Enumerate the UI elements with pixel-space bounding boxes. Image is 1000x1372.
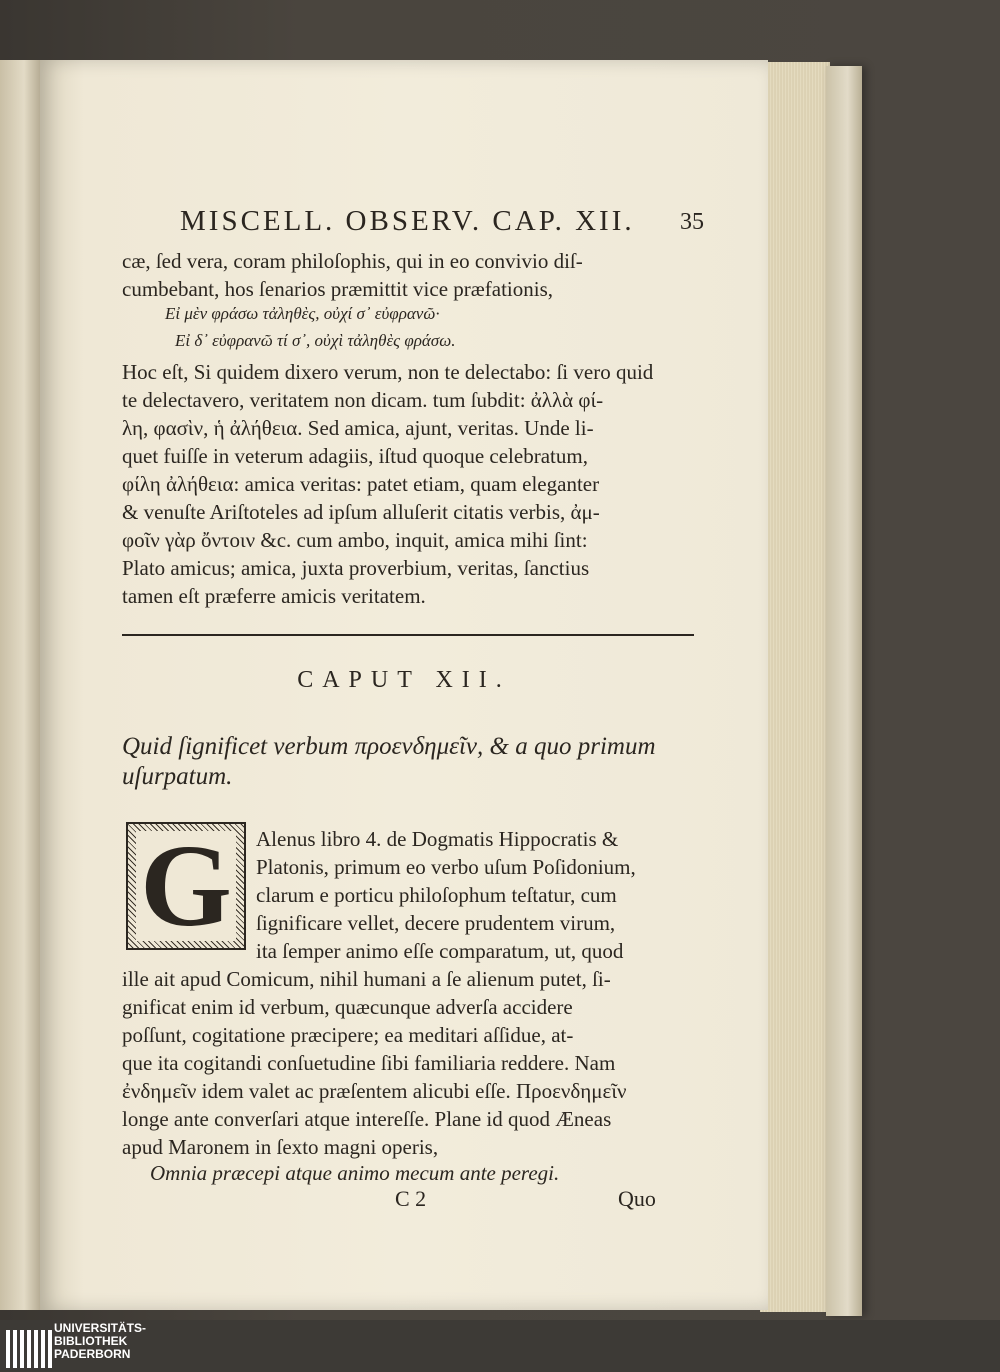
logo-line: PADERBORN <box>54 1347 131 1361</box>
book-page <box>40 60 768 1310</box>
text-line: ἐνδημεῖν idem valet ac præſentem alicubi eſſe. Προενδημεῖν <box>122 1079 627 1103</box>
text-line: φοῖν γὰρ ὄντοιν &c. cum ambo, inquit, amica mihi ſint: <box>122 528 588 552</box>
text-line: & venuſte Ariſtoteles ad ipſum alluſerit citatis verbis, ἀμ- <box>122 500 600 524</box>
footer-bar <box>0 1320 1000 1372</box>
text-line: tamen eſt præferre amicis veritatem. <box>122 584 426 608</box>
quote-line: Omnia præcepi atque animo mecum ante peregi. <box>150 1161 560 1185</box>
decorated-initial <box>126 822 246 950</box>
catchword: Quo <box>618 1186 656 1211</box>
page-edges <box>760 62 830 1312</box>
text-line: ſignificare vellet, decere prudentem virum, <box>256 911 616 935</box>
chapter-subtitle-line: Quid ſignificet verbum προενδημεῖν, & a quo primum <box>122 733 656 760</box>
text-line: clarum e porticu philoſophum teſtatur, cum <box>256 883 617 907</box>
text-line: gnificat enim id verbum, quæcunque adverſa accidere <box>122 995 573 1019</box>
library-logo-icon <box>6 1330 52 1368</box>
book-cover <box>826 66 862 1316</box>
logo-line: BIBLIOTHEK <box>54 1334 128 1348</box>
section-rule <box>122 634 694 636</box>
greek-verse-line: Εἰ μὲν φράσω τἀληθὲς, οὐχί σ᾽ εὐφρανῶ· <box>165 304 440 323</box>
text-line: φίλη ἀλήθεια: amica veritas: patet etiam, quam eleganter <box>122 472 600 496</box>
text-line: λη, φασὶν, ἡ ἀλήθεια. Sed amica, ajunt, veritas. Unde li- <box>122 416 594 440</box>
greek-verse-line: Εἰ δ᾽ εὐφρανῶ τί σ᾽, οὐχὶ τἀληθὲς φράσω. <box>175 331 456 350</box>
text-line: Alenus libro 4. de Dogmatis Hippocratis & <box>256 827 619 851</box>
text-line: Plato amicus; amica, juxta proverbium, veritas, ſanctius <box>122 556 590 580</box>
text-line: apud Maronem in ſexto magni operis, <box>122 1135 439 1159</box>
library-logo-text <box>54 1322 146 1361</box>
text-line: longe ante converſari atque intereſſe. Plane id quod Æneas <box>122 1107 612 1131</box>
chapter-subtitle <box>122 732 702 792</box>
text-line: que ita cogitandi conſuetudine ſibi familiaria reddere. Nam <box>122 1051 616 1075</box>
logo-line: UNIVERSITÄTS- <box>54 1321 147 1335</box>
running-head-title: MISCELL. OBSERV. CAP. XII. <box>180 205 635 237</box>
page-number: 35 <box>680 209 704 235</box>
text-line: quet fuiſſe in veterum adagiis, iſtud quoque celebratum, <box>122 444 588 468</box>
text-line: cæ, ſed vera, coram philoſophis, qui in eo convivio diſ- <box>122 249 583 273</box>
text-line: ita ſemper animo eſſe comparatum, ut, quod <box>256 939 624 963</box>
running-head <box>180 205 704 238</box>
text-line: te delectavero, veritatem non dicam. tum ſubdit: ἀλλὰ φί- <box>122 388 604 412</box>
left-page-edge <box>0 60 40 1310</box>
text-line: ille ait apud Comicum, nihil humani a ſe alienum putet, ſi- <box>122 967 611 991</box>
chapter-subtitle-line: uſurpatum. <box>122 763 233 790</box>
text-line: cumbebant, hos ſenarios præmittit vice præfationis, <box>122 277 554 301</box>
text-line: poſſunt, cogitatione præcipere; ea meditari aſſidue, at- <box>122 1023 574 1047</box>
signature-mark: C 2 <box>395 1186 427 1211</box>
chapter-heading: CAPUT XII. <box>297 667 511 693</box>
initial-letter: G <box>136 831 236 941</box>
text-line: Platonis, primum eo verbo uſum Poſidonium, <box>256 855 636 879</box>
text-line: Hoc eſt, Si quidem dixero verum, non te delectabo: ſi vero quid <box>122 360 654 384</box>
